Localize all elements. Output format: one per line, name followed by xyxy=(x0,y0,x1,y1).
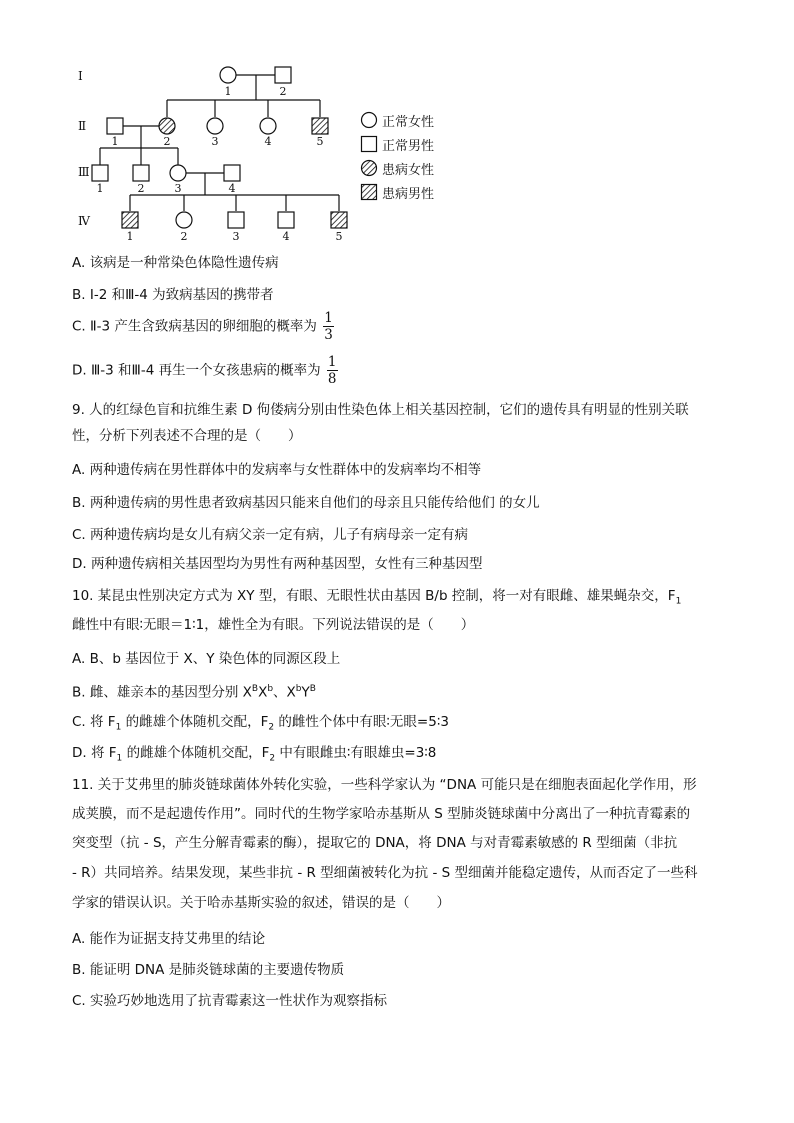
normal-male-icon xyxy=(360,135,378,153)
legend-affected-male xyxy=(360,180,480,204)
superscript: b xyxy=(295,684,302,694)
subscript: 2 xyxy=(268,722,275,733)
q11-option-a: A. 能作为证据支持艾弗里的结论 xyxy=(72,931,266,947)
fraction xyxy=(323,310,334,343)
superscript: B xyxy=(251,684,259,694)
pedigree-IV-1-affected-male xyxy=(122,212,138,228)
q10-option-c xyxy=(72,716,449,733)
fraction-numerator: 1 xyxy=(324,310,333,326)
pedigree-num-II-3: 3 xyxy=(211,135,219,148)
q9-option-d: D. 两种遗传病相关基因型均为男性有两种基因型，女性有三种基因型 xyxy=(72,556,483,572)
q10-stem-line1 xyxy=(72,590,681,607)
q9-option-a: A. 两种遗传病在男性群体中的发病率与女性群体中的发病率均不相等 xyxy=(72,462,482,478)
q10-option-d xyxy=(72,747,436,764)
pedigree-IV-4-normal-male xyxy=(278,212,294,228)
legend-normal-male xyxy=(360,132,480,156)
q10-stem-text: 10. 某昆虫性别决定方式为 XY 型，有眼、无眼性状由基因 B/b 控制，将一对有眼雌、雄果蝇杂交，F xyxy=(72,588,676,604)
q11-stem-line1: 11. 关于艾弗里的肺炎链球菌体外转化实验，一些科学家认为 “DNA 可能只是在细胞表面起化学作用，形 xyxy=(72,777,697,793)
pedigree-num-IV-1: 1 xyxy=(126,230,134,243)
q8-option-b: B. Ⅰ-2 和Ⅲ-4 为致病基因的携带者 xyxy=(72,287,274,303)
generation-label-1: Ⅰ xyxy=(78,69,83,83)
pedigree-num-III-2: 2 xyxy=(137,182,145,195)
generation-label-4: Ⅳ xyxy=(78,214,90,228)
pedigree-II-4-normal-female xyxy=(260,118,276,134)
pedigree-IV-2-normal-female xyxy=(176,212,192,228)
pedigree-num-III-3: 3 xyxy=(174,182,182,195)
pedigree-num-IV-4: 4 xyxy=(282,230,290,243)
q9-stem-line2: 性，分析下列表述不合理的是（ ） xyxy=(72,428,302,444)
q8-option-c-text: C. Ⅱ-3 产生含致病基因的卵细胞的概率为 xyxy=(72,318,317,335)
fraction-denominator: 3 xyxy=(324,327,333,343)
pedigree-num-IV-2: 2 xyxy=(180,230,188,243)
q10-option-b-text: 、X xyxy=(273,684,296,701)
legend-label: 正常男性 xyxy=(382,138,435,154)
pedigree-num-I-2: 2 xyxy=(279,85,287,98)
superscript: B xyxy=(309,684,316,694)
legend-label: 患病女性 xyxy=(382,162,435,178)
normal-female-icon xyxy=(360,111,378,129)
q10-option-d-text: 中有眼雌虫∶有眼雄虫=3∶8 xyxy=(275,745,437,761)
pedigree-num-II-4: 4 xyxy=(264,135,272,148)
pedigree-III-2-normal-male xyxy=(133,165,149,181)
q11-stem-line3: 突变型（抗 - S，产生分解青霉素的酶），提取它的 DNA，将 DNA 与对青霉素敏感的 R 型细菌（非抗 xyxy=(72,835,678,851)
pedigree-num-III-1: 1 xyxy=(96,182,104,195)
q8-option-d-text: D. Ⅲ-3 和Ⅲ-4 再生一个女孩患病的概率为 xyxy=(72,362,321,379)
pedigree-legend xyxy=(360,108,480,204)
q8-option-c xyxy=(72,310,334,343)
q11-option-b: B. 能证明 DNA 是肺炎链球菌的主要遗传物质 xyxy=(72,962,345,978)
fraction xyxy=(327,354,338,387)
q10-stem-line2: 雌性中有眼∶无眼＝1∶1，雄性全为有眼。下列说法错误的是（ ） xyxy=(72,617,475,633)
generation-label-3: Ⅲ xyxy=(78,165,90,179)
legend-label: 正常女性 xyxy=(382,114,435,130)
legend-normal-female xyxy=(360,108,480,132)
legend-label: 患病男性 xyxy=(382,186,435,202)
pedigree-I-2-normal-male xyxy=(275,67,291,83)
pedigree-num-II-1: 1 xyxy=(111,135,119,148)
pedigree-num-III-4: 4 xyxy=(228,182,236,195)
pedigree-num-IV-3: 3 xyxy=(232,230,240,243)
q10-option-c-text: C. 将 F xyxy=(72,714,116,730)
q10-option-c-text: 的雌雄个体随机交配，F xyxy=(121,714,269,730)
pedigree-II-3-normal-female xyxy=(207,118,223,134)
q10-option-d-text: D. 将 F xyxy=(72,745,117,761)
affected-female-icon xyxy=(360,159,378,177)
q8-option-d xyxy=(72,354,338,387)
q10-option-a: A. B、b 基因位于 X、Y 染色体的同源区段上 xyxy=(72,651,341,667)
legend-affected-female xyxy=(360,156,480,180)
pedigree-IV-5-affected-male xyxy=(331,212,347,228)
pedigree-II-2-affected-female xyxy=(159,118,175,134)
pedigree-II-5-affected-male xyxy=(312,118,328,134)
fraction-numerator: 1 xyxy=(327,354,337,370)
pedigree-II-1-normal-male xyxy=(107,118,123,134)
affected-male-icon xyxy=(360,183,378,201)
subscript: 1 xyxy=(115,722,122,733)
q11-stem-line4: - R）共同培养。结果发现，某些非抗 - R 型细菌被转化为抗 - S 型细菌并能稳定遗传，从而否定了一些科 xyxy=(72,865,698,881)
superscript: b xyxy=(267,684,274,694)
q11-stem-line5: 学家的错误认识。关于哈赤基斯实验的叙述，错误的是（ ） xyxy=(72,895,450,911)
pedigree-IV-3-normal-male xyxy=(228,212,244,228)
pedigree-I-1-normal-female xyxy=(220,67,236,83)
fraction-denominator: 8 xyxy=(327,371,337,387)
pedigree-III-4-normal-male xyxy=(224,165,240,181)
q10-option-b-text: B. 雌、雄亲本的基因型分别 X xyxy=(72,684,252,701)
q9-option-c: C. 两种遗传病均是女儿有病父亲一定有病，儿子有病母亲一定有病 xyxy=(72,527,469,543)
q11-option-c: C. 实验巧妙地选用了抗青霉素这一性状作为观察指标 xyxy=(72,993,388,1009)
pedigree-num-II-5: 5 xyxy=(316,135,324,148)
pedigree-num-I-1: 1 xyxy=(224,85,232,98)
q10-option-b-text: X xyxy=(258,684,268,701)
q8-option-a: A. 该病是一种常染色体隐性遗传病 xyxy=(72,255,279,271)
q9-option-b: B. 两种遗传病的男性患者致病基因只能来自他们的母亲且只能传给他们 的女儿 xyxy=(72,495,540,511)
subscript: 1 xyxy=(116,753,123,764)
q10-option-d-text: 的雌雄个体随机交配，F xyxy=(122,745,270,761)
pedigree-num-IV-5: 5 xyxy=(335,230,343,243)
q10-option-b-text: Y xyxy=(301,684,310,701)
q10-option-c-text: 的雌性个体中有眼∶无眼=5∶3 xyxy=(274,714,449,730)
subscript: 1 xyxy=(675,596,682,607)
generation-label-2: Ⅱ xyxy=(78,119,87,133)
pedigree-III-3-normal-female xyxy=(170,165,186,181)
q11-stem-line2: 成荚膜，而不是起遗传作用”。同时代的生物学家哈赤基斯从 S 型肺炎链球菌中分离出了一种抗青霉素的 xyxy=(72,806,691,822)
q10-option-b xyxy=(72,685,316,700)
pedigree-num-II-2: 2 xyxy=(163,135,171,148)
pedigree-III-1-normal-male xyxy=(92,165,108,181)
q9-stem-line1: 9. 人的红绿色盲和抗维生素 D 佝偻病分别由性染色体上相关基因控制，它们的遗传具有明显的性别关联 xyxy=(72,402,689,418)
subscript: 2 xyxy=(269,753,276,764)
